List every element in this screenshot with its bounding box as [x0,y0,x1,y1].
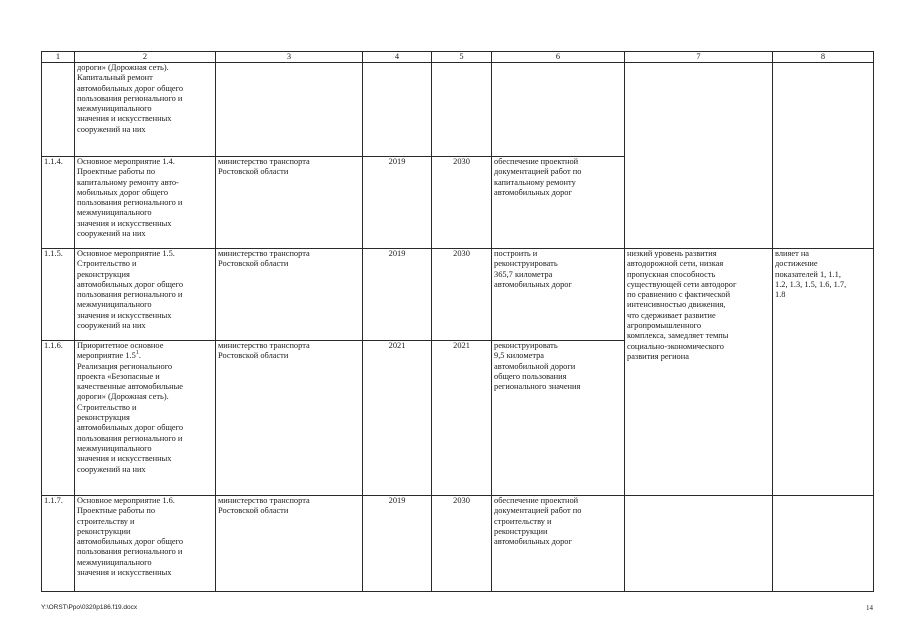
result-cell: обеспечение проектной документацией работ по строительству и реконструкции автомобильных дорог [492,496,625,592]
activity-cell: Основное мероприятие 1.6. Проектные работы по строительству и реконструкции автомобильных дорог общего пользования регионального и межмуниципального значения и искусственных [75,496,216,592]
activity-cell: дороги» (Дорожная сеть). Капитальный ремонт автомобильных дорог общего пользования регионального и межмуниципального значения и искусственных сооружений на них [75,63,216,157]
header-cell: 8 [773,52,874,63]
row-code: 1.1.5. [42,249,75,341]
row-code: 1.1.7. [42,496,75,592]
program-table [41,51,874,592]
activity-cell: Основное мероприятие 1.4. Проектные работы по капитальному ремонту авто- мобильных дорог общего пользования регионального и межмуниципального значения и искусственных сооружений на них [75,157,216,249]
indicators-cell: влияет на достижение показателей 1, 1.1, 1.2, 1.3, 1.5, 1.6, 1.7, 1.8 [773,249,874,496]
header-cell: 1 [42,52,75,63]
activity-cell [75,341,216,496]
end-year-cell [432,63,492,157]
row-code: 1.1.4. [42,157,75,249]
header-cell: 5 [432,52,492,63]
consequence-cell-empty [625,63,773,249]
executor-cell: министерство транспорта Ростовской области [216,249,363,341]
result-cell: построить и реконструировать 365,7 километра автомобильных дорог [492,249,625,341]
executor-cell: министерство транспорта Ростовской области [216,496,363,592]
header-cell: 6 [492,52,625,63]
result-cell [492,63,625,157]
table-row [42,249,874,341]
header-cell: 4 [363,52,432,63]
indicators-cell-empty [773,63,874,249]
start-year-cell: 2019 [363,157,432,249]
header-row [42,52,874,63]
page-number: 14 [866,604,873,612]
start-year-cell [363,63,432,157]
end-year-cell: 2030 [432,157,492,249]
activity-head: Приоритетное основное мероприятие 1.5 [77,341,164,361]
table-row [42,496,874,592]
row-code [42,63,75,157]
executor-cell: министерство транспорта Ростовской области [216,157,363,249]
start-year-cell: 2019 [363,496,432,592]
end-year-cell: 2030 [432,249,492,341]
consequence-cell: низкий уровень развития автодорожной сети, низкая пропускная способность существующей сети автодорог по сравнению с фактической интенсивностью движения, что сдерживает развитие агропромышленного комплекса, замедляет темпы социально-экономического развития региона [625,249,773,496]
end-year-cell: 2021 [432,341,492,496]
file-path: Y:\ORST\Ppo\0320p186.f19.docx [41,604,138,611]
table-row [42,63,874,157]
activity-cell: Основное мероприятие 1.5. Строительство и реконструкция автомобильных дорог общего пользования регионального и межмуниципального значения и искусственных сооружений на них [75,249,216,341]
end-year-cell: 2030 [432,496,492,592]
row-code: 1.1.6. [42,341,75,496]
indicators-cell-empty [773,496,874,592]
header-cell: 2 [75,52,216,63]
executor-cell [216,63,363,157]
start-year-cell: 2019 [363,249,432,341]
result-cell: реконструировать 9,5 километра автомобильной дороги общего пользования регионального значения [492,341,625,496]
start-year-cell: 2021 [363,341,432,496]
footnote-mark: 1 [135,350,139,357]
activity-tail: . Реализация регионального проекта «Безопасные и качественные автомобильные дороги» (Дорожная сеть). Строительство и реконструкция автомобильных дорог общего пользования регионального и межмуниципального значения и искусственных сооружений на них [77,351,184,474]
executor-cell: министерство транспорта Ростовской области [216,341,363,496]
header-cell: 7 [625,52,773,63]
result-cell: обеспечение проектной документацией работ по капитальному ремонту автомобильных дорог [492,157,625,249]
consequence-cell-empty [625,496,773,592]
header-cell: 3 [216,52,363,63]
